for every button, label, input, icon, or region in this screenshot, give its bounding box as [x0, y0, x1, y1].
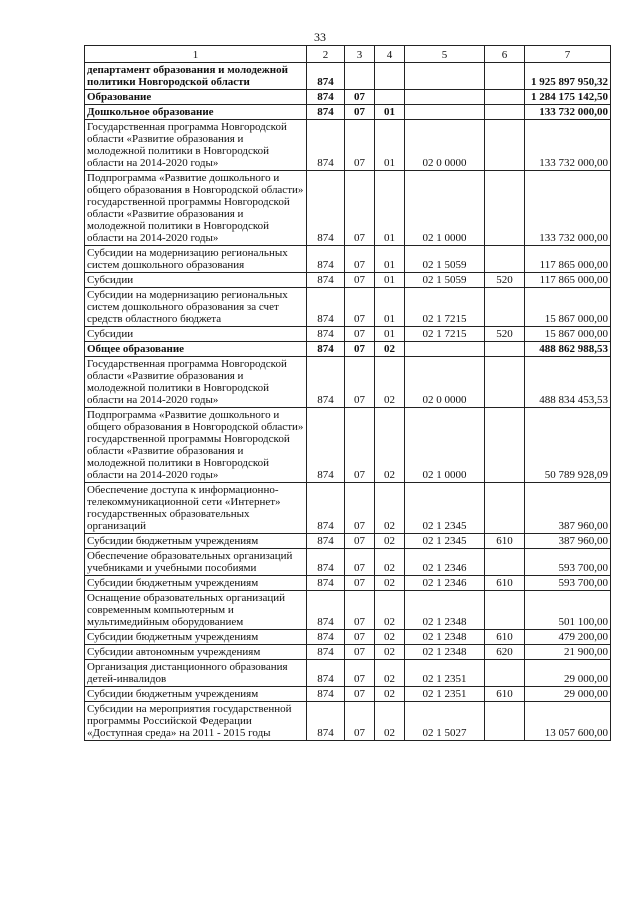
row-admin-code: 874 [307, 90, 345, 105]
row-expense-type: 610 [485, 576, 525, 591]
table-row [85, 408, 611, 483]
row-name: Субсидии бюджетным учреждениям [85, 687, 307, 702]
row-target-code: 02 0 0000 [405, 120, 485, 171]
row-subsection: 02 [375, 549, 405, 576]
row-expense-type: 610 [485, 534, 525, 549]
table-body [85, 63, 611, 741]
row-amount: 479 200,00 [525, 630, 611, 645]
row-target-code [405, 63, 485, 90]
row-target-code: 02 1 7215 [405, 288, 485, 327]
row-target-code: 02 1 2351 [405, 687, 485, 702]
row-amount: 133 732 000,00 [525, 105, 611, 120]
row-section: 07 [345, 687, 375, 702]
row-section: 07 [345, 645, 375, 660]
row-section: 07 [345, 591, 375, 630]
table-row [85, 90, 611, 105]
row-subsection: 01 [375, 105, 405, 120]
row-target-code: 02 1 2345 [405, 534, 485, 549]
row-amount: 50 789 928,09 [525, 408, 611, 483]
row-amount: 15 867 000,00 [525, 288, 611, 327]
row-section: 07 [345, 483, 375, 534]
row-expense-type [485, 483, 525, 534]
row-name: Обеспечение доступа к информационно-телекоммуникационной сети «Интернет» государственных образовательных организаций [85, 483, 307, 534]
row-admin-code: 874 [307, 660, 345, 687]
row-amount: 1 284 175 142,50 [525, 90, 611, 105]
row-expense-type [485, 342, 525, 357]
table-row [85, 288, 611, 327]
row-amount: 1 925 897 950,32 [525, 63, 611, 90]
row-admin-code: 874 [307, 246, 345, 273]
table-row [85, 645, 611, 660]
row-expense-type [485, 288, 525, 327]
row-subsection: 02 [375, 342, 405, 357]
table-row [85, 549, 611, 576]
row-section: 07 [345, 342, 375, 357]
row-amount: 117 865 000,00 [525, 273, 611, 288]
row-name: Субсидии автономным учреждениям [85, 645, 307, 660]
row-expense-type [485, 63, 525, 90]
row-name: Образование [85, 90, 307, 105]
header-cell: 2 [307, 46, 345, 63]
row-admin-code: 874 [307, 591, 345, 630]
row-admin-code: 874 [307, 408, 345, 483]
row-section: 07 [345, 90, 375, 105]
row-name: Дошкольное образование [85, 105, 307, 120]
header-cell: 1 [85, 46, 307, 63]
table-row [85, 63, 611, 90]
row-target-code: 02 1 2351 [405, 660, 485, 687]
table-row [85, 273, 611, 288]
row-section: 07 [345, 549, 375, 576]
row-admin-code: 874 [307, 687, 345, 702]
row-target-code: 02 1 2346 [405, 549, 485, 576]
row-expense-type [485, 120, 525, 171]
row-expense-type [485, 246, 525, 273]
row-section: 07 [345, 120, 375, 171]
row-subsection: 02 [375, 591, 405, 630]
row-expense-type: 620 [485, 645, 525, 660]
table-row [85, 246, 611, 273]
row-admin-code: 874 [307, 576, 345, 591]
row-subsection: 02 [375, 702, 405, 741]
header-cell: 3 [345, 46, 375, 63]
row-name: Субсидии бюджетным учреждениям [85, 630, 307, 645]
table-row [85, 630, 611, 645]
row-section: 07 [345, 105, 375, 120]
row-section: 07 [345, 660, 375, 687]
row-amount: 488 862 988,53 [525, 342, 611, 357]
row-target-code [405, 90, 485, 105]
row-name: Субсидии на модернизацию региональных систем дошкольного образования за счет средств областного бюджета [85, 288, 307, 327]
row-section: 07 [345, 327, 375, 342]
row-target-code: 02 1 5059 [405, 273, 485, 288]
row-target-code: 02 1 7215 [405, 327, 485, 342]
row-amount: 593 700,00 [525, 549, 611, 576]
row-amount: 387 960,00 [525, 483, 611, 534]
row-name: Субсидии [85, 273, 307, 288]
table-row [85, 105, 611, 120]
row-amount: 133 732 000,00 [525, 171, 611, 246]
budget-table [84, 45, 611, 741]
table-row [85, 357, 611, 408]
row-subsection: 02 [375, 534, 405, 549]
table-row [85, 534, 611, 549]
row-subsection: 01 [375, 120, 405, 171]
row-admin-code: 874 [307, 630, 345, 645]
row-section: 07 [345, 171, 375, 246]
row-name: Субсидии на модернизацию региональных систем дошкольного образования [85, 246, 307, 273]
row-admin-code: 874 [307, 327, 345, 342]
row-section: 07 [345, 273, 375, 288]
row-amount: 13 057 600,00 [525, 702, 611, 741]
row-subsection: 01 [375, 288, 405, 327]
row-name: Субсидии на мероприятия государственной программы Российской Федерации «Доступная среда» на 2011 - 2015 годы [85, 702, 307, 741]
row-name: Государственная программа Новгородской области «Развитие образования и молодежной политики в Новгородской области на 2014-2020 годы» [85, 357, 307, 408]
table-row [85, 342, 611, 357]
row-admin-code: 874 [307, 549, 345, 576]
row-admin-code: 874 [307, 702, 345, 741]
header-cell: 4 [375, 46, 405, 63]
row-expense-type [485, 171, 525, 246]
table-row [85, 687, 611, 702]
row-name: департамент образования и молодежной политики Новгородской области [85, 63, 307, 90]
row-amount: 15 867 000,00 [525, 327, 611, 342]
header-cell: 6 [485, 46, 525, 63]
row-target-code: 02 1 2346 [405, 576, 485, 591]
row-subsection: 02 [375, 687, 405, 702]
row-admin-code: 874 [307, 534, 345, 549]
row-expense-type [485, 591, 525, 630]
row-subsection: 02 [375, 630, 405, 645]
table-row [85, 702, 611, 741]
row-expense-type: 520 [485, 327, 525, 342]
header-cell: 5 [405, 46, 485, 63]
row-subsection: 02 [375, 645, 405, 660]
row-section: 07 [345, 534, 375, 549]
row-amount: 21 900,00 [525, 645, 611, 660]
row-name: Субсидии [85, 327, 307, 342]
row-subsection: 02 [375, 408, 405, 483]
row-target-code: 02 1 2348 [405, 630, 485, 645]
row-section: 07 [345, 246, 375, 273]
row-name: Субсидии бюджетным учреждениям [85, 534, 307, 549]
table-row [85, 591, 611, 630]
row-target-code [405, 342, 485, 357]
row-section [345, 63, 375, 90]
row-admin-code: 874 [307, 120, 345, 171]
row-target-code: 02 1 0000 [405, 171, 485, 246]
row-admin-code: 874 [307, 171, 345, 246]
row-target-code: 02 0 0000 [405, 357, 485, 408]
row-amount: 29 000,00 [525, 660, 611, 687]
row-expense-type [485, 549, 525, 576]
row-target-code: 02 1 2348 [405, 591, 485, 630]
header-row [85, 46, 611, 63]
row-amount: 593 700,00 [525, 576, 611, 591]
row-admin-code: 874 [307, 273, 345, 288]
row-admin-code: 874 [307, 105, 345, 120]
row-subsection: 02 [375, 576, 405, 591]
row-amount: 117 865 000,00 [525, 246, 611, 273]
row-amount: 501 100,00 [525, 591, 611, 630]
row-target-code [405, 105, 485, 120]
table-row [85, 327, 611, 342]
row-expense-type: 610 [485, 687, 525, 702]
row-section: 07 [345, 408, 375, 483]
row-subsection [375, 90, 405, 105]
header-cell: 7 [525, 46, 611, 63]
row-amount: 488 834 453,53 [525, 357, 611, 408]
row-section: 07 [345, 288, 375, 327]
row-target-code: 02 1 5059 [405, 246, 485, 273]
table-row [85, 483, 611, 534]
table-row [85, 171, 611, 246]
row-target-code: 02 1 2345 [405, 483, 485, 534]
row-expense-type [485, 702, 525, 741]
row-target-code: 02 1 5027 [405, 702, 485, 741]
row-admin-code: 874 [307, 645, 345, 660]
row-name: Подпрограмма «Развитие дошкольного и общего образования в Новгородской области» государственной программы Новгородской области «Развитие образования и молодежной политики в Новгородской области на 2014-2020 годы» [85, 171, 307, 246]
row-subsection: 02 [375, 357, 405, 408]
row-name: Оснащение образовательных организаций современным компьютерным и мультимедийным оборудованием [85, 591, 307, 630]
row-name: Общее образование [85, 342, 307, 357]
row-name: Организация дистанционного образования детей-инвалидов [85, 660, 307, 687]
table-row [85, 120, 611, 171]
row-target-code: 02 1 2348 [405, 645, 485, 660]
row-expense-type [485, 660, 525, 687]
row-subsection [375, 63, 405, 90]
row-admin-code: 874 [307, 483, 345, 534]
row-expense-type [485, 408, 525, 483]
row-expense-type: 520 [485, 273, 525, 288]
row-subsection: 02 [375, 483, 405, 534]
row-subsection: 01 [375, 246, 405, 273]
table-row [85, 576, 611, 591]
table-header [85, 46, 611, 63]
row-expense-type: 610 [485, 630, 525, 645]
row-admin-code: 874 [307, 357, 345, 408]
row-amount: 387 960,00 [525, 534, 611, 549]
row-subsection: 01 [375, 171, 405, 246]
row-section: 07 [345, 357, 375, 408]
row-name: Субсидии бюджетным учреждениям [85, 576, 307, 591]
row-subsection: 01 [375, 327, 405, 342]
row-section: 07 [345, 702, 375, 741]
row-admin-code: 874 [307, 342, 345, 357]
page-number: 33 [314, 30, 326, 44]
row-section: 07 [345, 630, 375, 645]
row-admin-code: 874 [307, 288, 345, 327]
row-expense-type [485, 105, 525, 120]
row-subsection: 01 [375, 273, 405, 288]
row-expense-type [485, 90, 525, 105]
row-amount: 29 000,00 [525, 687, 611, 702]
row-subsection: 02 [375, 660, 405, 687]
row-name: Подпрограмма «Развитие дошкольного и общего образования в Новгородской области» государственной программы Новгородской области «Развитие образования и молодежной политики в Новгородской области на 2014-2020 годы» [85, 408, 307, 483]
row-expense-type [485, 357, 525, 408]
row-name: Обеспечение образовательных организаций учебниками и учебными пособиями [85, 549, 307, 576]
row-admin-code: 874 [307, 63, 345, 90]
row-amount: 133 732 000,00 [525, 120, 611, 171]
row-name: Государственная программа Новгородской области «Развитие образования и молодежной политики в Новгородской области на 2014-2020 годы» [85, 120, 307, 171]
row-section: 07 [345, 576, 375, 591]
table-row [85, 660, 611, 687]
row-target-code: 02 1 0000 [405, 408, 485, 483]
